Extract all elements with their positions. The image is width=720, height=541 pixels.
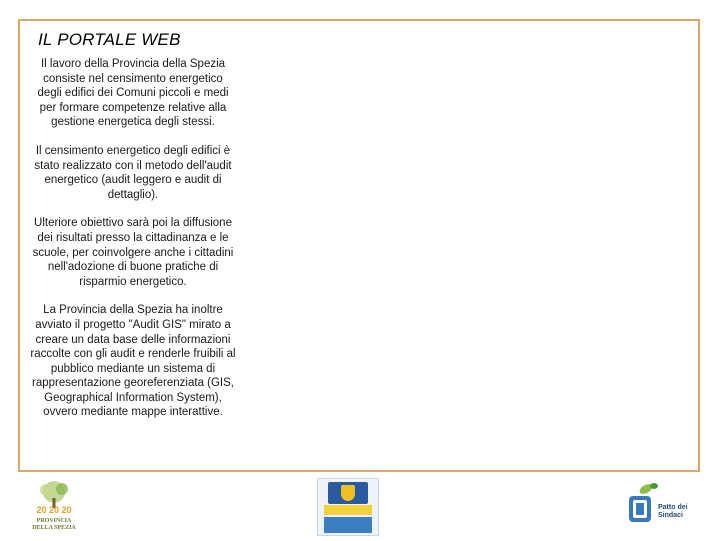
shield-icon bbox=[341, 485, 355, 501]
tree-icon bbox=[28, 478, 80, 518]
patto-dei-sindaci-logo bbox=[624, 480, 696, 536]
logo-right-line2: Sindaci bbox=[658, 512, 683, 519]
paragraph-audit-gis: La Provincia della Spezia ha inoltre avviato il progetto "Audit GIS" mirato a creare un data base delle informazioni raccolte con gli audit e renderle fruibili al pubblico mediante un sistema di rappresentazione georeferenziata (GIS, Geographical Information System), ovvero mediante mappe interattive. bbox=[30, 304, 236, 419]
logo-right-title bbox=[658, 504, 688, 520]
body-text-column bbox=[30, 57, 236, 434]
brochure-logo bbox=[317, 478, 379, 536]
logo-left-caption bbox=[28, 518, 80, 531]
logo-left-line2: DELLA SPEZIA bbox=[32, 524, 76, 531]
logo-left-line1: PROVINCIA bbox=[36, 518, 72, 524]
paragraph-objective: Ulteriore obiettivo sarà poi la diffusione dei risultati presso la cittadinanza e le scuole, per coinvolgere anche i cittadini nell'adozione di buone pratiche di risparmio energetico. bbox=[32, 217, 234, 288]
logo-year-text: 20 20 20 bbox=[36, 505, 72, 515]
brochure-blue-band bbox=[324, 517, 372, 533]
provincia-spezia-logo bbox=[28, 478, 80, 536]
paragraph-method: Il censimento energetico degli edifici è stato realizzato con il metodo dell'audit energetico (audit leggero e audit di dettaglio). bbox=[34, 144, 232, 201]
slide-title: IL PORTALE WEB bbox=[38, 30, 181, 49]
logo-right-line1: Patto dei bbox=[658, 504, 688, 511]
brochure-yellow-band bbox=[324, 505, 372, 515]
paragraph-intro: Il lavoro della Provincia della Spezia consiste nel censimento energetico degli edifici dei Comuni piccoli e medi per formare competenze relative alla gestione energetica degli stessi. bbox=[37, 58, 229, 129]
leaf-icon bbox=[624, 480, 658, 536]
